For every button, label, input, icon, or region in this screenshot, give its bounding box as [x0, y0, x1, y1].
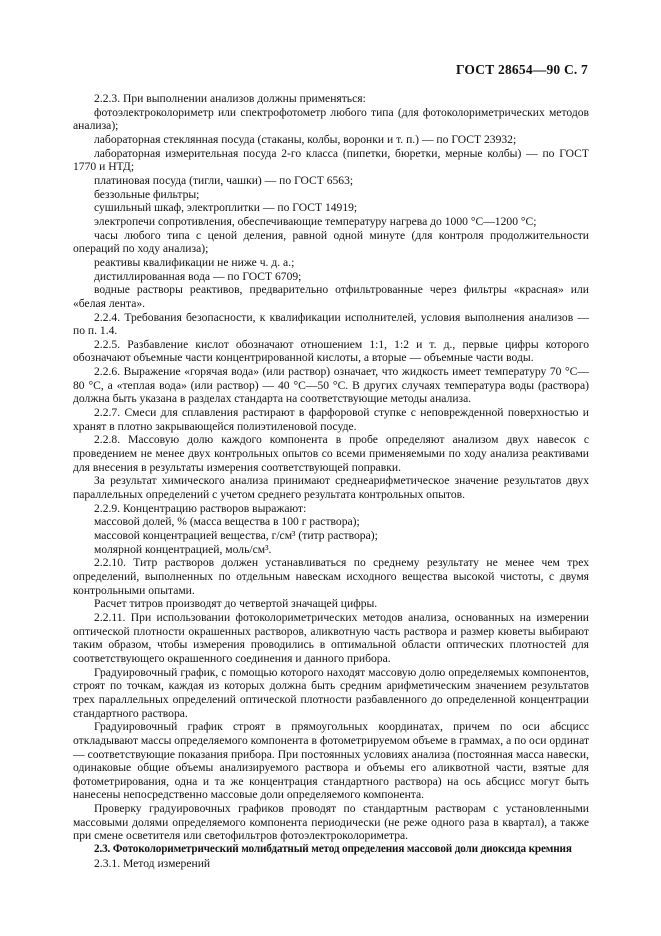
paragraph: массовой долей, % (масса вещества в 100 г раствора);	[94, 515, 360, 529]
paragraph: 2.2.6. Выражение «горячая вода» (или раствор) означает, что жидкость имеет температуру 70 °С—80 °С, а «теплая вода» (или раствор) — 40 °С—50 °С. В других случаях температура воды (раствора) должна быть указана в разделах стандарта на соответствующие методы анализа.	[73, 365, 589, 406]
paragraph: реактивы квалификации не ниже ч. д. а.;	[94, 255, 295, 269]
paragraph: массовой концентрацией вещества, г/см³ (титр раствора);	[94, 529, 378, 542]
paragraph: 2.3.1. Метод измерений	[94, 856, 211, 870]
paragraph: Расчет титров производят до четвертой значащей цифры.	[94, 597, 378, 611]
section-heading: 2.3. Фотоколориметрический молибдатный метод определения массовой доли диоксида кремния	[94, 843, 572, 856]
paragraph: Градуировочный график строят в прямоугольных координатах, причем по оси абсцисс откладывают массы определяемого компонента в фотометрируемом объеме в граммах, а по оси ординат — соответствующие показания прибора. При постоянных условиях анализа (постоянная масса навески, одинаковые общие объемы анализируемого раствора и объемы его аликвотной части, взятые для фотометрирования, одна и та же концентрация стандартного раствора) на ось абсцисс могут быть нанесены непосредственно массовые доли определяемого компонента.	[73, 720, 590, 802]
paragraph: 2.2.9. Концентрацию растворов выражают:	[94, 501, 307, 515]
paragraph: фотоэлектроколориметр или спектрофотометр любого типа (для фотоколориметрических методов анализа);	[73, 105, 589, 133]
paragraph: водные растворы реактивов, предварительно отфильтрованные через фильтры «красная» или «белая лента».	[73, 283, 589, 310]
paragraph: 2.2.8. Массовую долю каждого компонента в пробе определяют анализом двух навесок с проведением не менее двух контрольных опытов со всеми применяемыми по ходу анализа реактивами для внесения в результаты измерения соответствующей поправки.	[73, 433, 589, 474]
paragraph: 2.2.10. Титр растворов должен устанавливаться по среднему результату не менее чем трех определений, выполненных по отдельным навескам исходного вещества высокой чистоты, с двумя контрольными опытами.	[73, 556, 589, 597]
paragraph: лабораторная стеклянная посуда (стаканы, колбы, воронки и т. п.) — по ГОСТ 23932;	[94, 132, 517, 146]
paragraph: беззольные фильтры;	[94, 187, 200, 201]
paragraph: 2.2.7. Смеси для сплавления растирают в фарфоровой ступке с неповрежденной поверхностью и хранят в плотно закрывающейся полиэтиленовой посуде.	[73, 406, 589, 433]
paragraph: 2.2.5. Разбавление кислот обозначают отношением 1:1, 1:2 и т. д., первые цифры которого обозначают объемные части концентрированной кислоты, а вторые — объемные части воды.	[73, 337, 589, 365]
paragraph: часы любого типа с ценой деления, равной одной минуте (для контроля продолжительности операций по ходу анализа);	[73, 228, 589, 256]
paragraph: платиновая посуда (тигли, чашки) — по ГОСТ 6563;	[94, 173, 354, 187]
paragraph: Проверку градуировочных графиков проводят по стандартным растворам с установленными массовыми долями определяемого компонента периодически (не реже одного раза в квартал), а также при смене осветителя или светофильтров фотоэлектроколориметра.	[73, 802, 589, 843]
paragraph: Градуировочный график, с помощью которого находят массовую долю определяемых компонентов, строят по точкам, каждая из которых должна быть средним арифметическим значением результатов трех параллельных определений оптической плотности разбавленного до определенной концентрации стандартного раствора.	[73, 665, 589, 720]
paragraph: дистиллированная вода — по ГОСТ 6709;	[94, 269, 302, 283]
paragraph: 2.2.11. При использовании фотоколориметрических методов анализа, основанных на измерении оптической плотности окрашенных растворов, аликвотную часть раствора и размер кюветы выбирают таким образом, чтобы измерения проводились в оптимальной области оптических плотностей для соответствующего окрашенного соединения и данного прибора.	[73, 610, 589, 665]
document-body	[73, 92, 589, 870]
paragraph: 2.2.4. Требования безопасности, к квалификации исполнителей, условия выполнения анализов — по п. 1.4.	[73, 310, 589, 338]
paragraph: лабораторная измерительная посуда 2-го класса (пипетки, бюретки, мерные колбы) — по ГОСТ 1770 и НТД;	[73, 146, 589, 174]
paragraph: сушильный шкаф, электроплитки — по ГОСТ 14919;	[94, 201, 358, 215]
paragraph: 2.2.3. При выполнении анализов должны применяться:	[94, 92, 366, 105]
paragraph: молярной концентрацией, моль/см³.	[94, 542, 272, 556]
paragraph: За результат химического анализа принимают среднеарифметическое значение результатов двух параллельных определений с учетом среднего результата контрольных опытов.	[73, 474, 589, 502]
page-header: ГОСТ 28654—90 С. 7	[455, 62, 588, 77]
paragraph: электропечи сопротивления, обеспечивающие температуру нагрева до 1000 °С—1200 °С;	[94, 214, 537, 228]
